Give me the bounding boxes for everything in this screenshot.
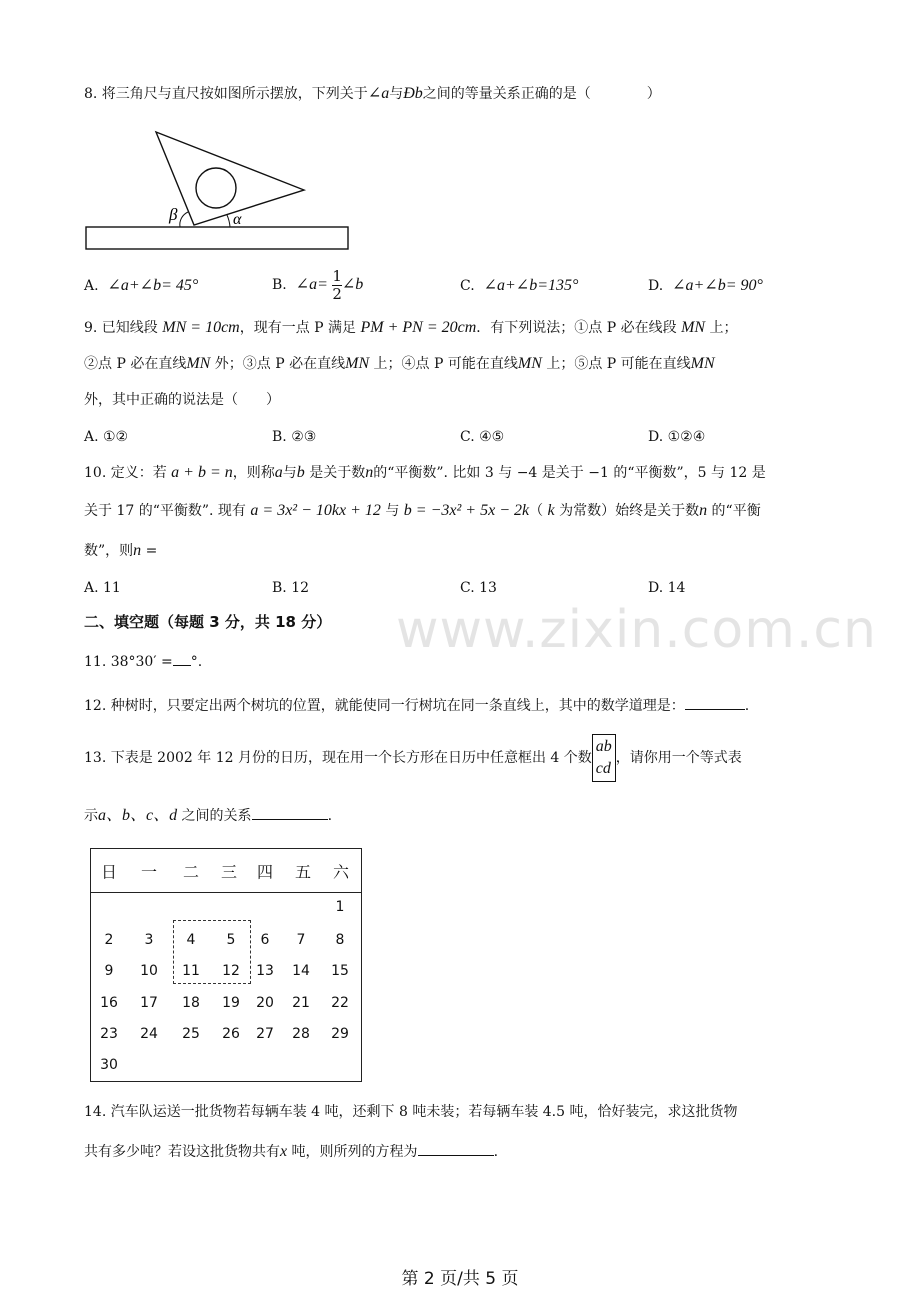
calendar-day: 6 <box>260 932 270 948</box>
q8-option-a[interactable]: A. ∠a+∠b= 45° <box>84 277 199 294</box>
alpha-angle-symbol: ∠a <box>367 85 390 102</box>
calendar-header-fri: 五 <box>294 862 312 882</box>
beta-angle-symbol: Ðb <box>403 85 423 102</box>
q10-option-c[interactable]: C. 13 <box>460 580 497 596</box>
q10-line-2: 关于 17 的“平衡数”. 现有 a = 3x² − 10kx + 12 与 b = −3x² + 5x − 2k（ k 为常数）始终是关于数n 的“平衡 <box>84 502 761 519</box>
q8-option-b[interactable]: B. ∠a= $\frac{1}{2}$ ∠b <box>272 266 364 303</box>
calendar-day: 2 <box>104 932 114 948</box>
q11: 11. 38°30′ = °. <box>84 650 202 672</box>
watermark-text: www.zixin.com.cn <box>396 600 877 660</box>
calendar-day: 30 <box>100 1057 118 1073</box>
calendar-day: 28 <box>292 1026 310 1042</box>
q8-stem: 8. 将三角尺与直尺按如图所示摆放，下列关于∠a与Ðb之间的等量关系正确的是（ ） <box>84 85 661 102</box>
calendar-header-sat: 六 <box>332 862 350 882</box>
fraction-one-half: $\frac{1}{2}$ <box>332 266 342 303</box>
q9-option-a[interactable]: A. ①② <box>84 429 129 445</box>
abcd-box: ab cd <box>592 734 616 782</box>
calendar-day: 27 <box>256 1026 274 1042</box>
calendar-day: 7 <box>296 932 306 948</box>
q9-option-b[interactable]: B. ②③ <box>272 429 317 445</box>
q8-option-c[interactable]: C. ∠a+∠b=135° <box>460 277 579 294</box>
calendar-day: 10 <box>140 963 158 979</box>
q9-option-d[interactable]: D. ①②④ <box>648 429 706 445</box>
q13-line-1: 13. 下表是 2002 年 12 月份的日历，现在用一个长方形在日历中任意框出 4 个数 ab cd ，请你用一个等式表 <box>84 732 742 784</box>
calendar-day: 26 <box>222 1026 240 1042</box>
q10-option-a[interactable]: A. 11 <box>84 580 121 596</box>
calendar-day: 23 <box>100 1026 118 1042</box>
q10-option-d[interactable]: D. 14 <box>648 580 686 596</box>
q14-line-1: 14. 汽车队运送一批货物若每辆车装 4 吨，还剩下 8 吨未装；若每辆车装 4.5 吨，恰好装完，求这批货物 <box>84 1104 738 1120</box>
calendar-divider <box>91 892 361 893</box>
calendar-day: 9 <box>104 963 114 979</box>
beta-label: β <box>169 205 178 224</box>
q10-line-1: 10. 定义：若 a + b = n，则称a与b 是关于数n的“平衡数”. 比如 3 与 −4 是关于 −1 的“平衡数”，5 与 12 是 <box>84 464 766 481</box>
triangle-hole <box>196 168 236 208</box>
calendar-day: 16 <box>100 995 118 1011</box>
q13-answer-blank[interactable] <box>252 804 328 820</box>
q9-option-c[interactable]: C. ④⑤ <box>460 429 505 445</box>
calendar-day: 21 <box>292 995 310 1011</box>
q11-answer-blank[interactable] <box>173 650 191 666</box>
calendar-day: 3 <box>144 932 154 948</box>
calendar-day: 11 <box>182 963 200 979</box>
calendar-header-sun: 日 <box>100 862 118 882</box>
calendar-day: 24 <box>140 1026 158 1042</box>
calendar-day: 8 <box>335 932 345 948</box>
calendar-day: 14 <box>292 963 310 979</box>
alpha-arc <box>227 215 230 227</box>
triangle-ruler <box>156 132 304 225</box>
q9-line-1: 9. 已知线段 MN = 10cm，现有一点 P 满足 PM + PN = 20cm．有下列说法；①点 P 必在线段 MN 上； <box>84 319 738 336</box>
q10-line-3: 数”，则n = <box>84 542 158 559</box>
q13-line-2: 示a、b、c、d 之间的关系 . <box>84 804 332 826</box>
q12-answer-blank[interactable] <box>685 694 745 710</box>
calendar-day: 1 <box>335 899 345 915</box>
calendar-day: 15 <box>331 963 349 979</box>
q14-answer-blank[interactable] <box>418 1140 494 1156</box>
triangle-ruler-figure <box>80 124 360 254</box>
calendar-header-thu: 四 <box>256 862 274 882</box>
calendar-header-wed: 三 <box>220 862 238 882</box>
q8-option-d[interactable]: D. ∠a+∠b= 90° <box>648 277 763 294</box>
calendar-day: 5 <box>226 932 236 948</box>
alpha-label: α <box>233 211 242 228</box>
straight-ruler <box>86 227 348 249</box>
calendar-day: 17 <box>140 995 158 1011</box>
beta-arc <box>180 212 188 227</box>
q9-line-3: 外，其中正确的说法是（ ） <box>84 392 280 408</box>
calendar-day: 12 <box>222 963 240 979</box>
calendar-day: 19 <box>222 995 240 1011</box>
q10-option-b[interactable]: B. 12 <box>272 580 310 596</box>
q9-line-2: ②点 P 必在直线MN 外；③点 P 必在直线MN 上；④点 P 可能在直线MN 上；⑤点 P 可能在直线MN <box>84 355 715 372</box>
calendar-day: 20 <box>256 995 274 1011</box>
calendar-header-mon: 一 <box>140 862 158 882</box>
calendar-day: 22 <box>331 995 349 1011</box>
section-2-heading: 二、填空题（每题 3 分，共 18 分） <box>84 613 332 631</box>
q12: 12. 种树时，只要定出两个树坑的位置，就能使同一行树坑在同一条直线上，其中的数学道理是： . <box>84 694 749 716</box>
december-2002-calendar <box>90 848 362 1082</box>
page-footer: 第 2 页/共 5 页 <box>401 1269 519 1289</box>
calendar-day: 4 <box>186 932 196 948</box>
calendar-day: 29 <box>331 1026 349 1042</box>
calendar-day: 18 <box>182 995 200 1011</box>
calendar-header-tue: 二 <box>182 862 200 882</box>
q14-line-2: 共有多少吨？若设这批货物共有x 吨，则所列的方程为 . <box>84 1140 498 1162</box>
calendar-day: 13 <box>256 963 274 979</box>
calendar-day: 25 <box>182 1026 200 1042</box>
